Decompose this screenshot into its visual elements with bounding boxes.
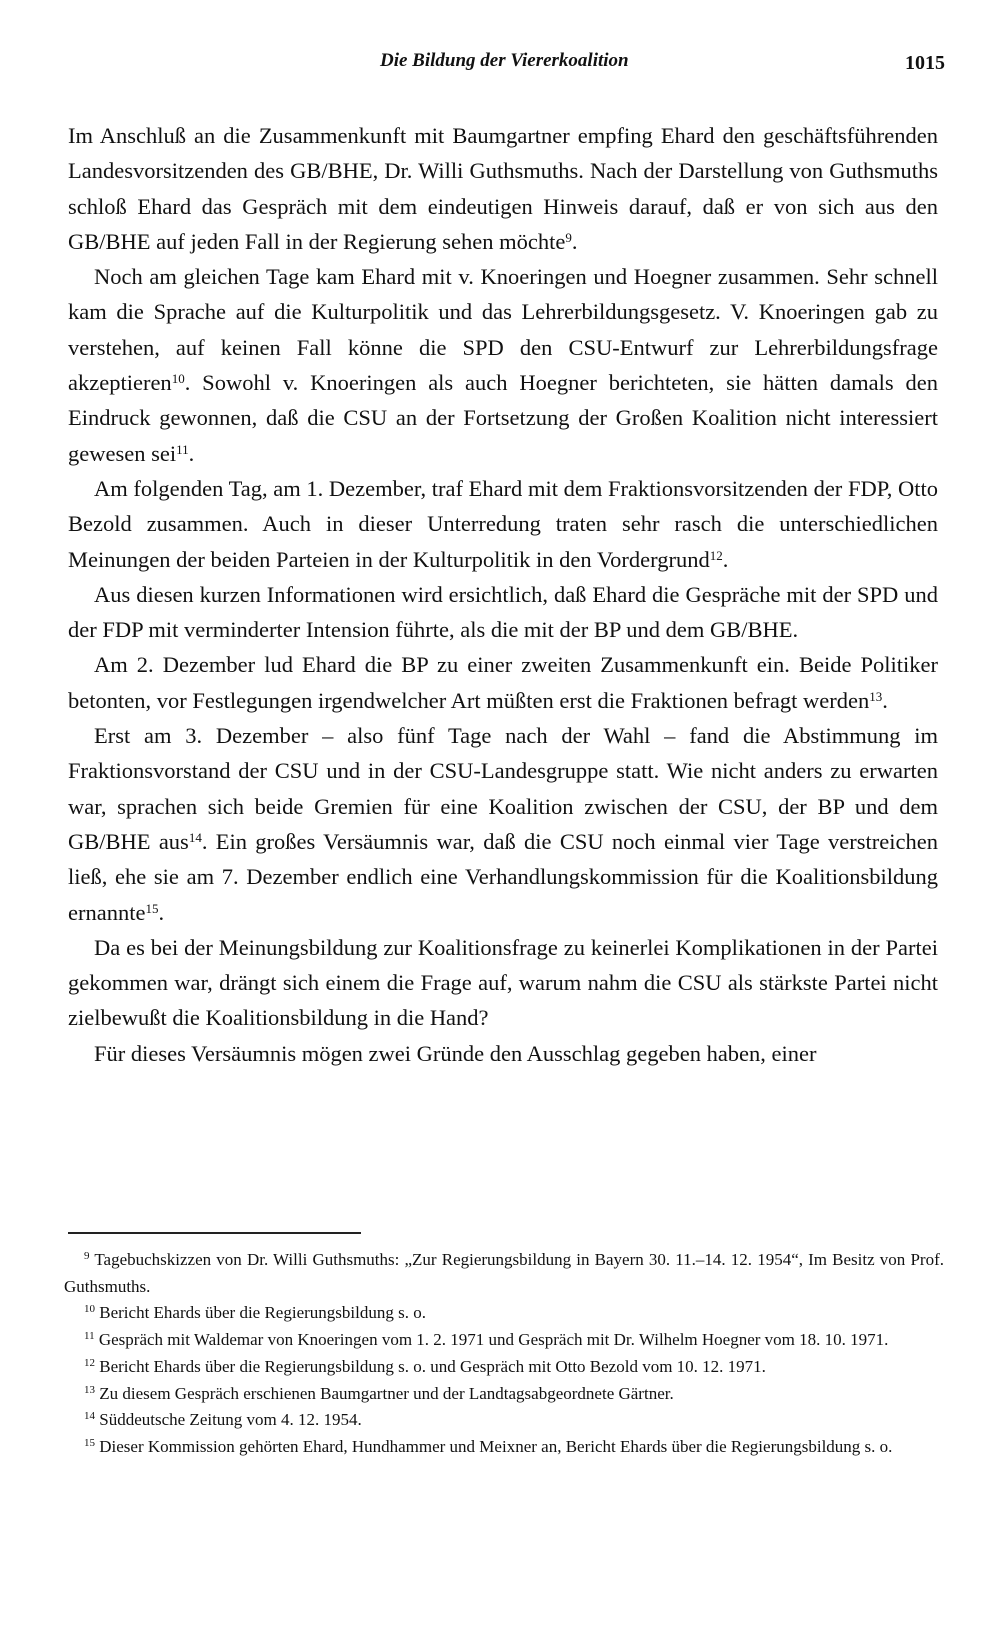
footnote-text: Bericht Ehards über die Regierungsbildung s. o. und Gespräch mit Otto Bezold vom 10. 12. 1971. — [99, 1356, 766, 1376]
paragraph — [68, 577, 938, 648]
paragraph-text: . Ein großes Versäumnis war, daß die CSU noch einmal vier Tage verstreichen ließ, ehe sie am 7. Dezember endlich eine Verhandlungskommission für die Koalitionsbildung ernannte — [68, 828, 938, 925]
paragraph — [68, 930, 938, 1036]
footnote-text: Tagebuchskizzen von Dr. Willi Guthsmuths: „Zur Regierungsbildung in Bayern 30. 11.–14. 12. 1954“, Im Besitz von Prof. Guthsmuths. — [64, 1250, 944, 1296]
paragraph-text: . — [158, 899, 165, 925]
footnote — [64, 1407, 944, 1434]
paragraph-text: Im Anschluß an die Zusammenkunft mit Baumgartner empfing Ehard den geschäftsführenden Landesvorsitzenden des GB/BHE, Dr. Willi Guthsmuths. Nach der Darstellung von Guthsmuths schloß Ehard das Gespräch mit dem eindeutigen Hinweis darauf, daß er von sich aus den GB/BHE auf jeden Fall in der Regierung sehen möchte — [68, 123, 938, 254]
footnote-number: 10 — [84, 1303, 95, 1316]
paragraph-text: Am folgenden Tag, am 1. Dezember, traf Ehard mit dem Fraktionsvorsitzenden der FDP, Otto Bezold zusammen. Auch in dieser Unterredung traten sehr rasch die unterschiedlichen Meinungen der beiden Parteien in der Kulturpolitik in den Vordergrund — [68, 475, 938, 572]
footnote-text: Dieser Kommission gehörten Ehard, Hundhammer und Meixner an, Bericht Ehards über die Regierungsbildung s. o. — [99, 1436, 893, 1456]
paragraph — [68, 118, 938, 259]
running-title: Die Bildung der Viererkoalition — [380, 50, 629, 71]
paragraph-text: Für dieses Versäumnis mögen zwei Gründe den Ausschlag gegeben haben, einer — [94, 1040, 817, 1066]
footnote — [64, 1247, 944, 1300]
paragraph-text: Noch am gleichen Tage kam Ehard mit v. Knoeringen und Hoegner zusammen. Sehr schnell kam die Sprache auf die Kulturpolitik und das Lehrerbildungsgesetz. V. Knoeringen gab zu verstehen, auf keinen Fall könne die SPD den CSU-Entwurf zur Lehrerbildungsfrage akzeptieren — [68, 264, 938, 396]
paragraph-text: . — [188, 440, 195, 466]
paragraph-text: Am 2. Dezember lud Ehard die BP zu einer zweiten Zusammenkunft ein. Beide Politiker betonten, vor Festlegungen irgendwelcher Art müßten erst die Fraktionen befragt werden — [68, 652, 938, 713]
paragraph-text: Da es bei der Meinungsbildung zur Koalitionsfrage zu keinerlei Komplikationen in der Partei gekommen war, drängt sich einem die Frage auf, warum nahm die CSU als stärkste Partei nicht zielbewußt die Koalitionsbildung in die Hand? — [68, 934, 938, 1031]
footnote — [64, 1327, 944, 1354]
footnote-number: 12 — [84, 1356, 95, 1369]
paragraph — [68, 471, 938, 577]
footnote-ref: 10 — [171, 371, 185, 387]
paragraph-text: . — [882, 687, 888, 713]
footnote-ref: 13 — [869, 688, 883, 704]
footnote-separator — [68, 1232, 361, 1234]
footnote-number: 11 — [84, 1330, 95, 1343]
page-number: 1015 — [905, 52, 945, 74]
footnote-ref: 9 — [565, 229, 572, 245]
paragraph-text: Erst am 3. Dezember – also fünf Tage nach der Wahl – fand die Abstimmung im Fraktionsvorstand der CSU und in der CSU-Landesgruppe statt. Wie nicht anders zu erwarten war, sprachen sich beide Gremien für eine Koalition zwischen der CSU, der BP und dem GB/BHE aus — [68, 723, 938, 854]
paragraph — [68, 259, 938, 471]
footnote — [64, 1300, 944, 1327]
paragraph — [68, 647, 938, 718]
footnote-number: 9 — [84, 1250, 90, 1262]
footnote — [64, 1381, 944, 1408]
footnote-ref: 11 — [176, 441, 189, 457]
footnote — [64, 1434, 944, 1461]
footnote-number: 13 — [84, 1383, 95, 1396]
body-text — [68, 118, 938, 1071]
footnote-text: Gespräch mit Waldemar von Knoeringen vom 1. 2. 1971 und Gespräch mit Dr. Wilhelm Hoegner vom 18. 10. 1971. — [98, 1330, 889, 1350]
paragraph-text: . — [571, 228, 578, 254]
footnote-ref: 14 — [188, 829, 202, 845]
footnotes — [64, 1247, 944, 1461]
paragraph — [68, 1036, 938, 1071]
footnote-text: Süddeutsche Zeitung vom 4. 12. 1954. — [99, 1410, 362, 1430]
paragraph-text: Aus diesen kurzen Informationen wird ersichtlich, daß Ehard die Gespräche mit der SPD und der FDP mit verminderter Intension führte, als die mit der BP und dem GB/BHE. — [68, 581, 938, 643]
footnote — [64, 1354, 944, 1381]
paragraph-text: . Sowohl v. Knoeringen als auch Hoegner berichteten, sie hätten damals den Eindruck gewonnen, daß die CSU an der Fortsetzung der Großen Koalition nicht interessiert gewesen sei — [68, 370, 938, 466]
footnote-text: Zu diesem Gespräch erschienen Baumgartner und der Landtagsabgeordnete Gärtner. — [99, 1383, 674, 1403]
paragraph-text: . — [722, 546, 729, 572]
footnote-ref: 12 — [709, 547, 723, 563]
footnote-number: 14 — [84, 1410, 95, 1423]
footnote-number: 15 — [84, 1436, 95, 1449]
footnote-text: Bericht Ehards über die Regierungsbildung s. o. — [99, 1303, 426, 1323]
paragraph — [68, 718, 938, 930]
footnote-ref: 15 — [145, 900, 159, 916]
